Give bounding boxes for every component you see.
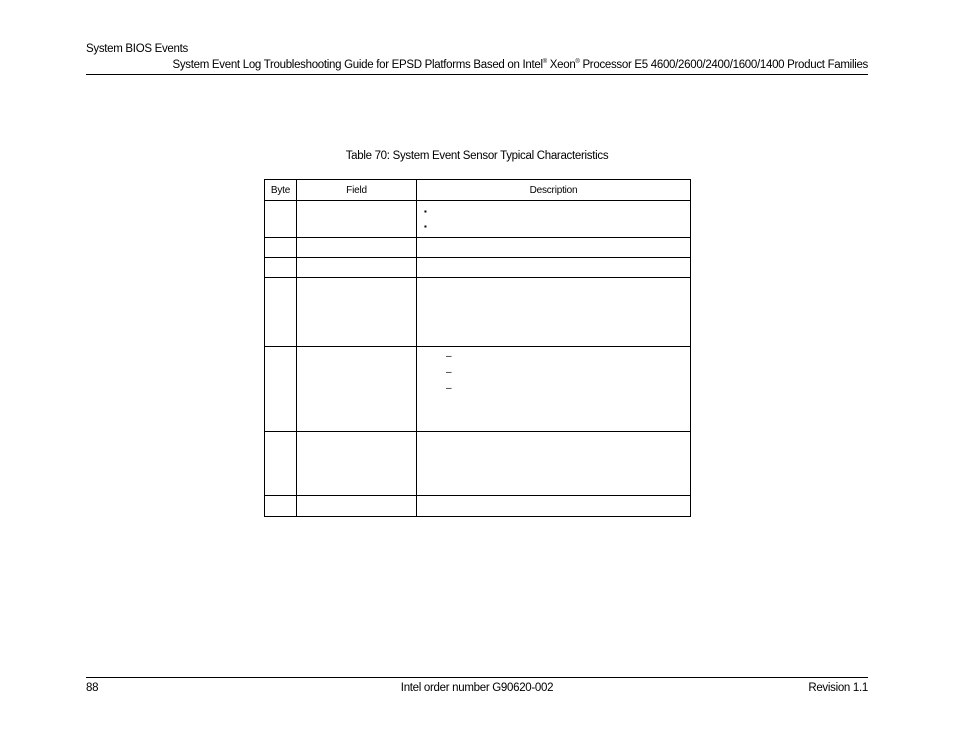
page-footer	[86, 682, 868, 698]
column-header-byte: Byte	[265, 180, 297, 201]
table-row	[265, 496, 691, 517]
table-row	[265, 258, 691, 278]
table-header-row	[265, 180, 691, 201]
byte-cell	[265, 238, 297, 258]
header-divider	[86, 74, 868, 75]
byte-cell	[265, 278, 297, 347]
description-cell	[417, 496, 691, 517]
section-title: System BIOS Events	[86, 43, 188, 55]
description-cell	[417, 347, 691, 432]
field-cell	[297, 238, 417, 258]
description-cell	[417, 258, 691, 278]
table-row	[265, 347, 691, 432]
table-caption: Table 70: System Event Sensor Typical Characteristics	[345, 150, 609, 162]
description-cell	[417, 432, 691, 496]
field-cell	[297, 201, 417, 238]
dash-marker: –	[446, 367, 452, 378]
dash-marker: –	[446, 351, 452, 362]
table-row	[265, 278, 691, 347]
dash-marker: –	[446, 383, 452, 394]
footer-divider	[86, 677, 868, 678]
table-row	[265, 238, 691, 258]
order-number: Intel order number G90620-002	[400, 682, 554, 694]
byte-cell	[265, 201, 297, 238]
field-cell	[297, 278, 417, 347]
revision-label: Revision 1.1	[808, 682, 868, 694]
registered-mark: ®	[575, 59, 580, 65]
column-header-field: Field	[297, 180, 417, 201]
bullet-list	[417, 201, 690, 234]
field-cell	[297, 258, 417, 278]
sensor-characteristics-table	[264, 179, 691, 517]
table-row	[265, 432, 691, 496]
byte-cell	[265, 432, 297, 496]
description-cell	[417, 278, 691, 347]
column-header-description: Description	[417, 180, 691, 201]
doc-title-part3: Processor E5 4600/2600/2400/1600/1400 Product Families	[579, 59, 868, 71]
byte-cell	[265, 496, 297, 517]
page-number: 88	[86, 682, 99, 694]
bullet-marker: ▪	[424, 222, 427, 231]
field-cell	[297, 347, 417, 432]
registered-mark: ®	[542, 59, 547, 65]
bullet-marker: ▪	[424, 207, 427, 216]
byte-cell	[265, 347, 297, 432]
field-cell	[297, 432, 417, 496]
description-cell	[417, 201, 691, 238]
byte-cell	[265, 258, 297, 278]
doc-title-part1: System Event Log Troubleshooting Guide for EPSD Platforms Based on Intel	[172, 59, 543, 71]
document-title	[172, 59, 868, 71]
description-cell	[417, 238, 691, 258]
dash-list	[417, 347, 690, 397]
doc-title-part2: Xeon	[546, 59, 576, 71]
field-cell	[297, 496, 417, 517]
table-row	[265, 201, 691, 238]
